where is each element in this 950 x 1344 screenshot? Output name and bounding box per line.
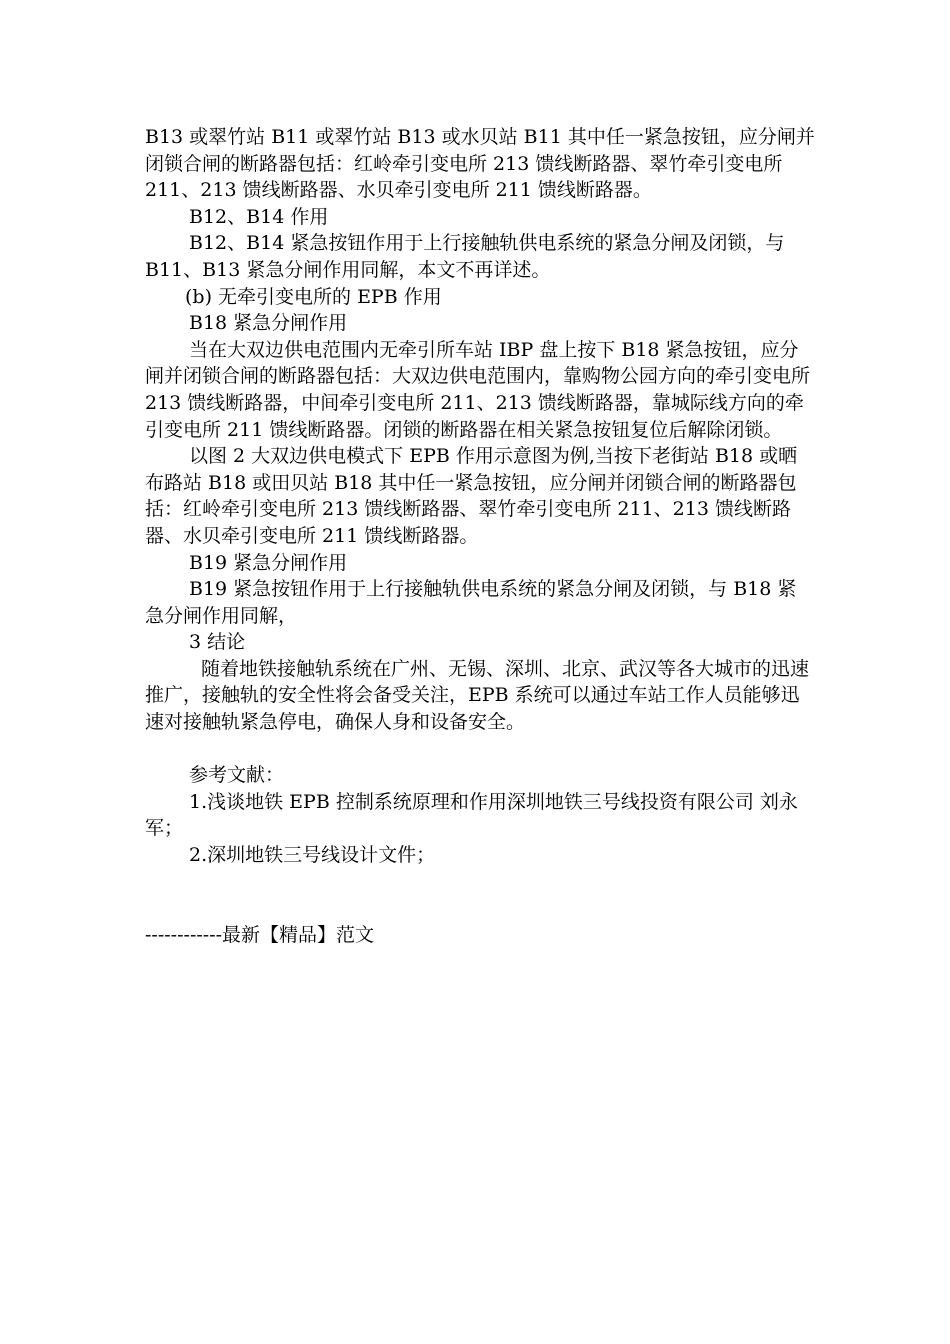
reference-item-2: 2.深圳地铁三号线设计文件； bbox=[189, 844, 436, 867]
heading-b18: B18 紧急分闸作用 bbox=[189, 312, 348, 335]
heading-b19: B19 紧急分闸作用 bbox=[189, 551, 348, 574]
paragraph-b12-b14: B12、B14 紧急按钮作用于上行接触轨供电系统的紧急分闸及闭锁，与 B11、B13 紧急分闸作用同解，本文不再详述。 bbox=[145, 232, 785, 281]
blank-line bbox=[145, 736, 815, 763]
paragraph-b18: 当在大双边供电范围内无牵引所车站 IBP 盘上按下 B18 紧急按钮，应分闸并闭锁合闸的断路器包括：大双边供电范围内，靠购物公园方向的牵引变电所 213 馈线断路器，中间牵引变电所 211、213 馈线断路器，靠城际线方向的牵引变电所 211 馈线断路器。闭锁的断路器在相关紧急按钮复位后解除闭锁。 bbox=[145, 338, 811, 441]
blank-space bbox=[145, 869, 815, 922]
paragraph-example-figure2: 以图 2 大双边供电模式下 EPB 作用示意图为例,当按下老街站 B18 或晒布路站 B18 或田贝站 B18 其中任一紧急按钮，应分闸并闭锁合闸的断路器包括：红岭牵引变电所 213 馈线断路器、翠竹牵引变电所 211、213 馈线断路器、水贝牵引变电所 211 馈线断路器。 bbox=[145, 445, 798, 547]
heading-conclusion: 3 结论 bbox=[189, 631, 246, 654]
paragraph-emergency-b13: B13 或翠竹站 B11 或翠竹站 B13 或水贝站 B11 其中任一紧急按钮，应分闸并闭锁合闸的断路器包括：红岭牵引变电所 213 馈线断路器、翠竹牵引变电所 211、213 馈线断路器、水贝牵引变电所 211 馈线断路器。 bbox=[145, 126, 815, 202]
paragraph-b19: B19 紧急按钮作用于上行接触轨供电系统的紧急分闸及闭锁，与 B18 紧急分闸作用同解， bbox=[145, 578, 797, 627]
footer-text: ------------最新【精品】范文 bbox=[145, 923, 375, 946]
reference-item-1: 1.浅谈地铁 EPB 控制系统原理和作用深圳地铁三号线投资有限公司 刘永军； bbox=[145, 790, 798, 840]
heading-b12-b14: B12、B14 作用 bbox=[189, 205, 329, 228]
document-body bbox=[145, 124, 815, 948]
references-heading: 参考文献： bbox=[189, 764, 285, 787]
heading-no-traction-epb: (b) 无牵引变电所的 EPB 作用 bbox=[185, 285, 442, 308]
paragraph-conclusion: 随着地铁接触轨系统在广州、无锡、深圳、北京、武汉等各大城市的迅速推广，接触轨的安全性将会备受关注，EPB 系统可以通过车站工作人员能够迅速对接触轨紧急停电，确保人身和设备安全。 bbox=[145, 657, 810, 734]
